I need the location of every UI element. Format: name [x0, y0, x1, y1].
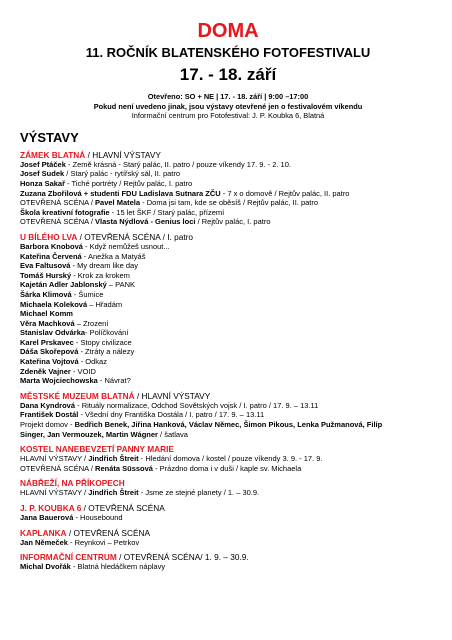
author-name: Kateřina Vojtová [20, 357, 79, 367]
author-name: Michal Dvořák [20, 562, 71, 572]
exhibition-item [20, 169, 436, 179]
exhibition-detail: - Anežka a Matyáš [81, 251, 146, 261]
exhibition-detail: - Prázdno doma i v duši / kaple sv. Michaela [152, 463, 302, 473]
exhibition-item [20, 454, 436, 464]
author-name: Škola kreativní fotografie [20, 207, 110, 217]
exhibition-detail: - My dream like day [70, 261, 138, 271]
author-name: Bedřich Benek, Jiřina Hanková, Václav Němec, Šimon Pikous, Lenka Pužmanová, Filip [74, 420, 383, 430]
venue-name: MĚSTSKÉ MUZEUM BLATNÁ [20, 390, 135, 401]
exhibition-detail: - Jsme ze stejné planety / 1. – 30.9. [138, 488, 260, 498]
venue-heading [20, 552, 436, 562]
exhibition-detail: - Rituály normalizace, Odchod Sovětských vojsk / I. patro / 17. 9. – 13.11 [75, 400, 319, 410]
exhibition-prefix: OTEVŘENÁ SCÉNA / [20, 198, 96, 208]
exhibition-item [20, 328, 436, 338]
exhibition-detail: - Ztráty a nálezy [78, 347, 135, 357]
exhibition-detail: - Země krásná - Starý palác, II. patro / pouze víkendy 17. 9. - 2. 10. [65, 159, 291, 169]
author-name: František Dostál [20, 410, 79, 420]
exhibition-detail: – PANK [106, 280, 136, 290]
exhibition-detail: - Hledání domova / kostel / pouze víkendy 3. 9. - 17. 9. [138, 454, 323, 464]
author-name: Renáta Sūssová [95, 463, 153, 473]
author-name: Josef Ptáček [20, 159, 66, 169]
exhibition-item [20, 347, 436, 357]
document-subtitle: 11. ROČNÍK BLATENSKÉHO FOTOFESTIVALU [85, 45, 371, 60]
venue-name: J. P. KOUBKA 6 [20, 503, 82, 513]
exhibition-prefix: OTEVŘENÁ SCÉNA / [20, 463, 96, 473]
section-heading: VÝSTAVY [20, 129, 79, 145]
exhibition-detail: / šatlava [157, 429, 188, 439]
exhibition-item [20, 261, 436, 271]
author-name: Eva Faltusová [20, 261, 71, 271]
exhibition-item [20, 160, 436, 170]
exhibition-prefix: HLAVNÍ VÝSTAVY / [20, 488, 89, 498]
author-name: Stanislav Odvárka [20, 328, 86, 338]
author-name: Jindřich Štreit [88, 488, 139, 498]
venue-heading [20, 528, 436, 538]
author-name: Kateřina Červená [20, 251, 82, 261]
exhibition-item [20, 242, 436, 252]
exhibition-list [20, 150, 436, 572]
exhibition-item [20, 179, 436, 189]
exhibition-item [20, 538, 436, 548]
venue-type: / OTEVŘENÁ SCÉNA / I. patro [77, 231, 194, 242]
venue-name: KAPLANKA [20, 527, 67, 538]
exhibition-item [20, 198, 436, 208]
author-name: Josef Sudek [20, 169, 65, 179]
exhibition-detail: - Blatná hledáčkem náplavy [70, 562, 166, 572]
author-name: Dana Kyndrová [20, 400, 76, 410]
venue-type: / HLAVNÍ VÝSTAVY [134, 390, 211, 401]
exhibition-detail: - Návrat? [97, 376, 131, 386]
author-name: Singer, Jan Vermouzek, Martin Wágner [20, 429, 158, 439]
exhibition-item [20, 464, 436, 474]
opening-hours: Otevřeno: SO + NE | 17. - 18. září | 9:00 –17:00 [147, 92, 309, 101]
venue-name: INFORMAČNÍ CENTRUM [20, 552, 117, 563]
venue-heading [20, 478, 436, 488]
exhibition-item [20, 562, 436, 572]
exhibition-detail: – Zrození [74, 318, 109, 328]
venue-type: / HLAVNÍ VÝSTAVY [85, 149, 161, 160]
exhibition-detail: - Housebound [73, 513, 123, 522]
exhibition-detail: - Všední dny Františka Dostála / I. patro / 17. 9. – 13.11 [78, 410, 265, 420]
exhibition-item [20, 319, 436, 329]
exhibition-item [20, 401, 436, 411]
author-name: Jan Němeček [20, 537, 68, 547]
exhibition-item [20, 217, 436, 227]
author-name: Dáša Skořepová [20, 347, 79, 357]
exhibition-item [20, 338, 436, 348]
author-name: Barbora Knobová [20, 241, 83, 251]
venue-name: ZÁMEK BLATNÁ [20, 149, 86, 160]
exhibition-prefix: Projekt domov - [20, 420, 75, 430]
venue-type: / OTEVŘENÁ SCÉNA [66, 527, 151, 538]
exhibition-detail: - Tiché portréty / Rejtův palác, I. patro [65, 178, 193, 188]
exhibition-item [20, 280, 436, 290]
festival-dates: 17. - 18. září [179, 65, 277, 84]
venue-name: KOSTEL NANEBEVZETÍ PANNY MARIE [20, 444, 174, 455]
venue-heading [20, 503, 436, 513]
venue-heading [20, 444, 436, 454]
opening-note: Pokud není uvedeno jinak, jsou výstavy otevřené jen o festivalovém víkendu [93, 101, 363, 111]
exhibition-item [20, 252, 436, 262]
author-name: Kajetán Adler Jablonský [20, 280, 107, 290]
exhibition-item [20, 309, 436, 319]
exhibition-detail: - 15 let ŠKF / Starý palác, přízemí [109, 207, 225, 217]
info-center: Informační centrum pro Fotofestival: J. P. Koubka 6, Blatná [131, 111, 325, 121]
exhibition-item [20, 189, 436, 199]
author-name: Zdeněk Vajner [20, 366, 71, 376]
author-name: Michaela Koleková [20, 299, 88, 309]
exhibition-detail: - Krok za krokem [71, 270, 130, 280]
author-name: Jindřich Štreit [88, 454, 139, 464]
exhibition-item [20, 410, 436, 420]
exhibition-detail: - Odkaz [78, 357, 107, 367]
author-name: Pavel Matela [95, 198, 141, 208]
author-name: Honza Sakař [20, 178, 66, 188]
exhibition-item [20, 376, 436, 386]
exhibition-detail: - Šumice [71, 289, 104, 299]
author-name: Šárka Klimová [20, 289, 72, 299]
venue-heading [20, 232, 436, 242]
author-name: Zuzana Zbořilová + studenti FDU Ladislava Sutnara ZČU [20, 188, 221, 198]
author-name: Jana Bauerová [20, 513, 74, 522]
document-header [20, 0, 436, 121]
exhibition-detail: - Když nemůžeš usnout... [82, 241, 170, 251]
exhibition-detail: – Hřadám [87, 299, 123, 309]
exhibition-item [20, 208, 436, 218]
author-name: Věra Machková [20, 318, 75, 328]
author-name: Tomáš Hurský [20, 270, 72, 280]
document-title: DOMA [197, 20, 259, 42]
exhibition-detail: - Doma jsi tam, kde se oběsíš / Rejtův palác, II. patro [140, 198, 319, 208]
venue-heading [20, 391, 436, 401]
exhibition-detail: / Starý palác - rytířský sál, II. patro [64, 169, 181, 179]
exhibition-item [20, 357, 436, 367]
exhibition-item [20, 300, 436, 310]
venue-name: U BÍLÉHO LVA [20, 231, 78, 242]
exhibition-item [20, 430, 436, 440]
exhibition-detail: - 7 x o domově / Rejtův palác, II. patro [220, 188, 350, 198]
exhibition-item [20, 290, 436, 300]
exhibition-item [20, 488, 436, 498]
exhibition-item [20, 513, 436, 523]
exhibition-item [20, 420, 436, 430]
exhibition-prefix: OTEVŘENÁ SCÉNA / [20, 217, 96, 227]
exhibition-detail: - Políčkování [85, 328, 129, 338]
exhibition-detail: - VOID [70, 366, 96, 376]
venue-name: NÁBŘEŽÍ, NA PŘÍKOPECH [20, 478, 125, 489]
author-name: Michael Komm [20, 309, 73, 319]
venue-heading [20, 150, 436, 160]
exhibition-item [20, 367, 436, 377]
author-name: Vlasta Nýdlová - Genius loci [95, 217, 196, 227]
exhibition-detail: - Stopy civilizace [73, 337, 132, 347]
exhibition-detail: / Rejtův palác, I. patro [195, 217, 271, 227]
author-name: Marta Wojciechowska [20, 376, 98, 386]
venue-type: / OTEVŘENÁ SCÉNA/ 1. 9. – 30.9. [116, 552, 249, 563]
exhibition-detail: - Reynkovi – Petrkov [67, 537, 140, 547]
exhibition-item [20, 271, 436, 281]
venue-type: / OTEVŘENÁ SCÉNA [81, 503, 165, 513]
exhibition-prefix: HLAVNÍ VÝSTAVY / [20, 454, 89, 464]
author-name: Karel Prskavec [20, 337, 74, 347]
